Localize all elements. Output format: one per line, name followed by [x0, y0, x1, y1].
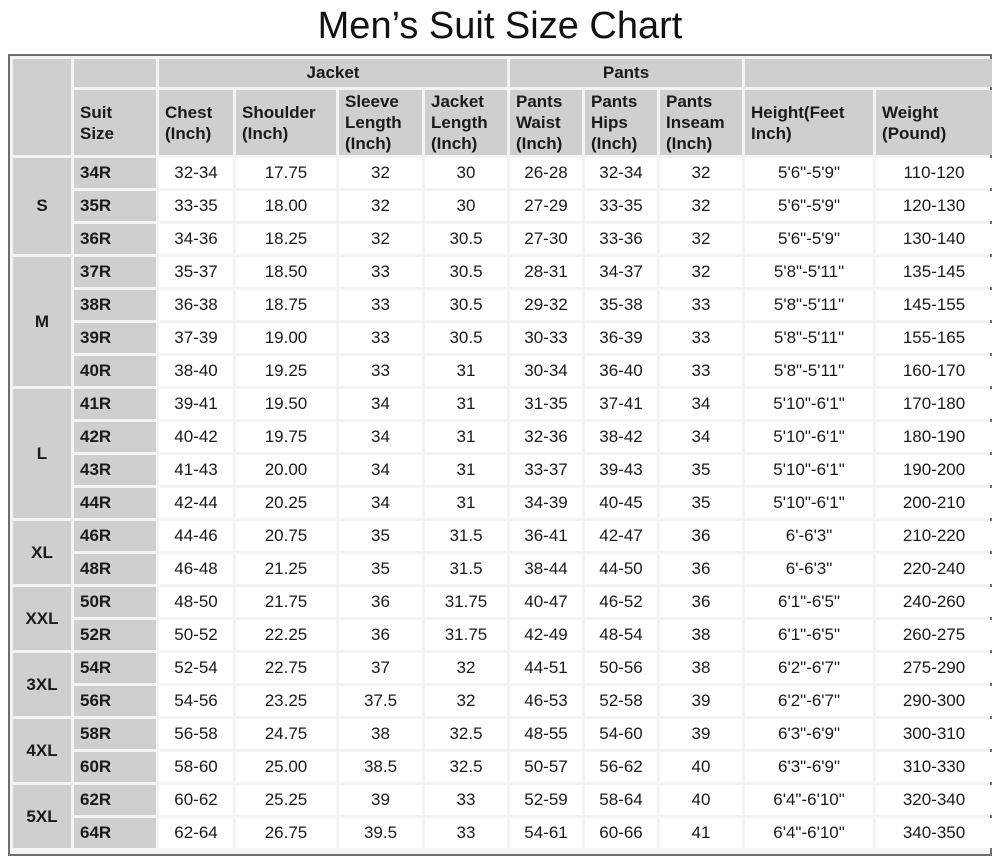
cell-suit-size: 44R [74, 488, 156, 518]
cell-pants-inseam: 32 [660, 257, 742, 287]
cell-shoulder: 21.75 [236, 587, 336, 617]
cell-weight: 190-200 [876, 455, 992, 485]
cell-chest: 44-46 [159, 521, 233, 551]
cell-chest: 32-34 [159, 158, 233, 188]
cell-pants-inseam: 40 [660, 785, 742, 815]
cell-pants-inseam: 41 [660, 818, 742, 848]
cell-suit-size: 50R [74, 587, 156, 617]
cell-weight: 170-180 [876, 389, 992, 419]
cell-shoulder: 18.25 [236, 224, 336, 254]
cell-suit-size: 38R [74, 290, 156, 320]
table-row [13, 389, 992, 419]
cell-pants-inseam: 39 [660, 686, 742, 716]
cell-weight: 220-240 [876, 554, 992, 584]
cell-jacket-length: 31 [425, 455, 507, 485]
cell-height: 6'4"-6'10" [745, 785, 873, 815]
cell-jacket-length: 33 [425, 818, 507, 848]
table-row [13, 785, 992, 815]
cell-pants-inseam: 32 [660, 191, 742, 221]
cell-shoulder: 20.00 [236, 455, 336, 485]
cell-pants-waist: 29-32 [510, 290, 582, 320]
header-height: Height(Feet Inch) [745, 90, 873, 155]
cell-weight: 240-260 [876, 587, 992, 617]
cell-height: 6'-6'3" [745, 521, 873, 551]
cell-suit-size: 41R [74, 389, 156, 419]
cell-pants-waist: 40-47 [510, 587, 582, 617]
cell-suit-size: 35R [74, 191, 156, 221]
size-chart-table [10, 56, 995, 851]
cell-suit-size: 52R [74, 620, 156, 650]
cell-sleeve-length: 32 [339, 191, 422, 221]
size-group-label: S [13, 158, 71, 254]
cell-chest: 42-44 [159, 488, 233, 518]
cell-chest: 38-40 [159, 356, 233, 386]
cell-shoulder: 17.75 [236, 158, 336, 188]
table-row [13, 158, 992, 188]
cell-height: 6'1"-6'5" [745, 620, 873, 650]
cell-sleeve-length: 37 [339, 653, 422, 683]
cell-chest: 54-56 [159, 686, 233, 716]
cell-pants-inseam: 33 [660, 323, 742, 353]
cell-sleeve-length: 35 [339, 554, 422, 584]
cell-pants-inseam: 38 [660, 653, 742, 683]
cell-pants-inseam: 33 [660, 290, 742, 320]
cell-shoulder: 20.75 [236, 521, 336, 551]
cell-pants-inseam: 40 [660, 752, 742, 782]
cell-shoulder: 19.25 [236, 356, 336, 386]
cell-shoulder: 24.75 [236, 719, 336, 749]
cell-pants-waist: 54-61 [510, 818, 582, 848]
header-pants-hips: Pants Hips (Inch) [585, 90, 657, 155]
cell-pants-waist: 28-31 [510, 257, 582, 287]
cell-suit-size: 48R [74, 554, 156, 584]
table-row [13, 686, 992, 716]
cell-weight: 210-220 [876, 521, 992, 551]
cell-weight: 290-300 [876, 686, 992, 716]
cell-weight: 180-190 [876, 422, 992, 452]
cell-pants-hips: 56-62 [585, 752, 657, 782]
cell-shoulder: 25.25 [236, 785, 336, 815]
cell-chest: 35-37 [159, 257, 233, 287]
cell-jacket-length: 31.75 [425, 587, 507, 617]
cell-chest: 36-38 [159, 290, 233, 320]
cell-sleeve-length: 33 [339, 356, 422, 386]
cell-pants-waist: 26-28 [510, 158, 582, 188]
cell-pants-waist: 50-57 [510, 752, 582, 782]
cell-pants-waist: 32-36 [510, 422, 582, 452]
cell-suit-size: 40R [74, 356, 156, 386]
cell-pants-inseam: 35 [660, 488, 742, 518]
cell-sleeve-length: 33 [339, 323, 422, 353]
cell-sleeve-length: 32 [339, 158, 422, 188]
cell-sleeve-length: 37.5 [339, 686, 422, 716]
cell-weight: 135-145 [876, 257, 992, 287]
cell-height: 5'8"-5'11" [745, 257, 873, 287]
table-row [13, 455, 992, 485]
cell-weight: 145-155 [876, 290, 992, 320]
table-row [13, 587, 992, 617]
table-row [13, 290, 992, 320]
cell-sleeve-length: 36 [339, 620, 422, 650]
cell-height: 5'8"-5'11" [745, 356, 873, 386]
cell-suit-size: 58R [74, 719, 156, 749]
cell-jacket-length: 31 [425, 422, 507, 452]
header-pants-inseam: Pants Inseam (Inch) [660, 90, 742, 155]
cell-jacket-length: 31.75 [425, 620, 507, 650]
cell-sleeve-length: 34 [339, 455, 422, 485]
cell-suit-size: 34R [74, 158, 156, 188]
cell-sleeve-length: 34 [339, 422, 422, 452]
cell-pants-waist: 52-59 [510, 785, 582, 815]
cell-height: 5'8"-5'11" [745, 323, 873, 353]
cell-suit-size: 56R [74, 686, 156, 716]
cell-sleeve-length: 34 [339, 389, 422, 419]
cell-jacket-length: 30.5 [425, 290, 507, 320]
table-row [13, 257, 992, 287]
cell-jacket-length: 30.5 [425, 257, 507, 287]
cell-chest: 60-62 [159, 785, 233, 815]
cell-pants-inseam: 36 [660, 554, 742, 584]
cell-sleeve-length: 33 [339, 257, 422, 287]
cell-jacket-length: 31.5 [425, 554, 507, 584]
blank-group-cell [745, 59, 992, 87]
group-pants: Pants [510, 59, 742, 87]
table-row [13, 554, 992, 584]
cell-height: 6'-6'3" [745, 554, 873, 584]
size-group-label: XL [13, 521, 71, 584]
cell-suit-size: 43R [74, 455, 156, 485]
header-shoulder: Shoulder (Inch) [236, 90, 336, 155]
cell-weight: 260-275 [876, 620, 992, 650]
cell-pants-waist: 38-44 [510, 554, 582, 584]
cell-pants-waist: 30-34 [510, 356, 582, 386]
cell-pants-hips: 52-58 [585, 686, 657, 716]
cell-suit-size: 60R [74, 752, 156, 782]
cell-height: 6'2"-6'7" [745, 686, 873, 716]
header-pants-waist: Pants Waist (Inch) [510, 90, 582, 155]
size-group-label: M [13, 257, 71, 386]
cell-weight: 320-340 [876, 785, 992, 815]
cell-height: 6'4"-6'10" [745, 818, 873, 848]
cell-chest: 58-60 [159, 752, 233, 782]
cell-pants-waist: 48-55 [510, 719, 582, 749]
cell-pants-hips: 54-60 [585, 719, 657, 749]
cell-pants-hips: 40-45 [585, 488, 657, 518]
cell-pants-inseam: 35 [660, 455, 742, 485]
cell-suit-size: 37R [74, 257, 156, 287]
cell-jacket-length: 32 [425, 686, 507, 716]
cell-jacket-length: 30.5 [425, 323, 507, 353]
table-row [13, 191, 992, 221]
cell-pants-waist: 44-51 [510, 653, 582, 683]
cell-jacket-length: 31 [425, 389, 507, 419]
table-row [13, 752, 992, 782]
cell-pants-waist: 27-30 [510, 224, 582, 254]
cell-sleeve-length: 38.5 [339, 752, 422, 782]
cell-pants-inseam: 32 [660, 158, 742, 188]
cell-pants-inseam: 33 [660, 356, 742, 386]
table-row [13, 719, 992, 749]
cell-sleeve-length: 39 [339, 785, 422, 815]
header-suit-size: Suit Size [74, 90, 156, 155]
cell-sleeve-length: 38 [339, 719, 422, 749]
cell-shoulder: 22.25 [236, 620, 336, 650]
table-row [13, 224, 992, 254]
cell-chest: 39-41 [159, 389, 233, 419]
cell-pants-inseam: 36 [660, 587, 742, 617]
cell-pants-waist: 27-29 [510, 191, 582, 221]
cell-weight: 120-130 [876, 191, 992, 221]
cell-weight: 155-165 [876, 323, 992, 353]
cell-jacket-length: 30 [425, 191, 507, 221]
cell-pants-inseam: 32 [660, 224, 742, 254]
cell-weight: 200-210 [876, 488, 992, 518]
cell-height: 6'3"-6'9" [745, 719, 873, 749]
cell-pants-waist: 36-41 [510, 521, 582, 551]
cell-height: 5'6"-5'9" [745, 191, 873, 221]
cell-pants-hips: 32-34 [585, 158, 657, 188]
cell-weight: 300-310 [876, 719, 992, 749]
cell-pants-waist: 33-37 [510, 455, 582, 485]
header-jacket-length: Jacket Length (Inch) [425, 90, 507, 155]
cell-chest: 56-58 [159, 719, 233, 749]
chart-title: Men’s Suit Size Chart [317, 5, 683, 47]
cell-pants-inseam: 36 [660, 521, 742, 551]
cell-pants-hips: 60-66 [585, 818, 657, 848]
cell-height: 6'1"-6'5" [745, 587, 873, 617]
cell-pants-hips: 58-64 [585, 785, 657, 815]
cell-height: 6'2"-6'7" [745, 653, 873, 683]
cell-chest: 48-50 [159, 587, 233, 617]
cell-height: 5'6"-5'9" [745, 224, 873, 254]
cell-pants-hips: 36-39 [585, 323, 657, 353]
cell-suit-size: 42R [74, 422, 156, 452]
cell-chest: 62-64 [159, 818, 233, 848]
cell-sleeve-length: 32 [339, 224, 422, 254]
cell-pants-hips: 36-40 [585, 356, 657, 386]
cell-weight: 310-330 [876, 752, 992, 782]
table-row [13, 620, 992, 650]
cell-suit-size: 39R [74, 323, 156, 353]
cell-jacket-length: 31 [425, 488, 507, 518]
table-row [13, 818, 992, 848]
cell-pants-hips: 33-35 [585, 191, 657, 221]
cell-pants-inseam: 38 [660, 620, 742, 650]
cell-jacket-length: 32.5 [425, 719, 507, 749]
cell-height: 5'10"-6'1" [745, 455, 873, 485]
table-row [13, 323, 992, 353]
cell-pants-waist: 31-35 [510, 389, 582, 419]
cell-chest: 46-48 [159, 554, 233, 584]
cell-shoulder: 21.25 [236, 554, 336, 584]
cell-pants-hips: 34-37 [585, 257, 657, 287]
header-weight: Weight (Pound) [876, 90, 992, 155]
cell-chest: 52-54 [159, 653, 233, 683]
column-header-row [13, 90, 992, 155]
cell-weight: 130-140 [876, 224, 992, 254]
cell-chest: 41-43 [159, 455, 233, 485]
cell-pants-hips: 39-43 [585, 455, 657, 485]
cell-chest: 34-36 [159, 224, 233, 254]
cell-shoulder: 19.75 [236, 422, 336, 452]
cell-pants-hips: 48-54 [585, 620, 657, 650]
size-group-label: 4XL [13, 719, 71, 782]
cell-pants-waist: 30-33 [510, 323, 582, 353]
cell-pants-hips: 46-52 [585, 587, 657, 617]
cell-suit-size: 36R [74, 224, 156, 254]
header-sleeve-length: Sleeve Length (Inch) [339, 90, 422, 155]
cell-pants-hips: 35-38 [585, 290, 657, 320]
cell-sleeve-length: 33 [339, 290, 422, 320]
cell-jacket-length: 33 [425, 785, 507, 815]
cell-pants-waist: 34-39 [510, 488, 582, 518]
cell-sleeve-length: 34 [339, 488, 422, 518]
cell-shoulder: 23.25 [236, 686, 336, 716]
cell-jacket-length: 30.5 [425, 224, 507, 254]
cell-chest: 50-52 [159, 620, 233, 650]
cell-jacket-length: 31 [425, 356, 507, 386]
cell-height: 5'10"-6'1" [745, 488, 873, 518]
cell-shoulder: 25.00 [236, 752, 336, 782]
cell-pants-hips: 42-47 [585, 521, 657, 551]
cell-height: 6'3"-6'9" [745, 752, 873, 782]
cell-pants-inseam: 39 [660, 719, 742, 749]
cell-shoulder: 18.00 [236, 191, 336, 221]
table-body [13, 158, 992, 848]
cell-pants-waist: 46-53 [510, 686, 582, 716]
cell-jacket-length: 32.5 [425, 752, 507, 782]
cell-shoulder: 20.25 [236, 488, 336, 518]
cell-sleeve-length: 35 [339, 521, 422, 551]
cell-pants-inseam: 34 [660, 422, 742, 452]
table-row [13, 521, 992, 551]
table-row [13, 488, 992, 518]
cell-chest: 40-42 [159, 422, 233, 452]
cell-jacket-length: 30 [425, 158, 507, 188]
cell-suit-size: 64R [74, 818, 156, 848]
cell-shoulder: 22.75 [236, 653, 336, 683]
cell-height: 5'8"-5'11" [745, 290, 873, 320]
size-group-label: 5XL [13, 785, 71, 848]
cell-suit-size: 54R [74, 653, 156, 683]
cell-shoulder: 18.50 [236, 257, 336, 287]
cell-weight: 160-170 [876, 356, 992, 386]
cell-shoulder: 19.50 [236, 389, 336, 419]
cell-height: 5'10"-6'1" [745, 422, 873, 452]
cell-weight: 340-350 [876, 818, 992, 848]
cell-pants-hips: 50-56 [585, 653, 657, 683]
cell-pants-hips: 44-50 [585, 554, 657, 584]
cell-shoulder: 26.75 [236, 818, 336, 848]
cell-pants-hips: 37-41 [585, 389, 657, 419]
cell-suit-size: 62R [74, 785, 156, 815]
cell-chest: 37-39 [159, 323, 233, 353]
corner-cell [13, 59, 71, 155]
size-group-label: 3XL [13, 653, 71, 716]
blank-group-cell [74, 59, 156, 87]
cell-jacket-length: 32 [425, 653, 507, 683]
table-row [13, 653, 992, 683]
table-row [13, 422, 992, 452]
cell-weight: 110-120 [876, 158, 992, 188]
table-row [13, 356, 992, 386]
size-group-label: L [13, 389, 71, 518]
size-group-label: XXL [13, 587, 71, 650]
header-chest: Chest (Inch) [159, 90, 233, 155]
cell-chest: 33-35 [159, 191, 233, 221]
cell-height: 5'6"-5'9" [745, 158, 873, 188]
cell-sleeve-length: 39.5 [339, 818, 422, 848]
cell-shoulder: 18.75 [236, 290, 336, 320]
cell-pants-inseam: 34 [660, 389, 742, 419]
cell-suit-size: 46R [74, 521, 156, 551]
cell-shoulder: 19.00 [236, 323, 336, 353]
group-header-row [13, 59, 992, 87]
cell-sleeve-length: 36 [339, 587, 422, 617]
cell-jacket-length: 31.5 [425, 521, 507, 551]
cell-pants-hips: 38-42 [585, 422, 657, 452]
cell-height: 5'10"-6'1" [745, 389, 873, 419]
cell-pants-hips: 33-36 [585, 224, 657, 254]
group-jacket: Jacket [159, 59, 507, 87]
cell-pants-waist: 42-49 [510, 620, 582, 650]
cell-weight: 275-290 [876, 653, 992, 683]
